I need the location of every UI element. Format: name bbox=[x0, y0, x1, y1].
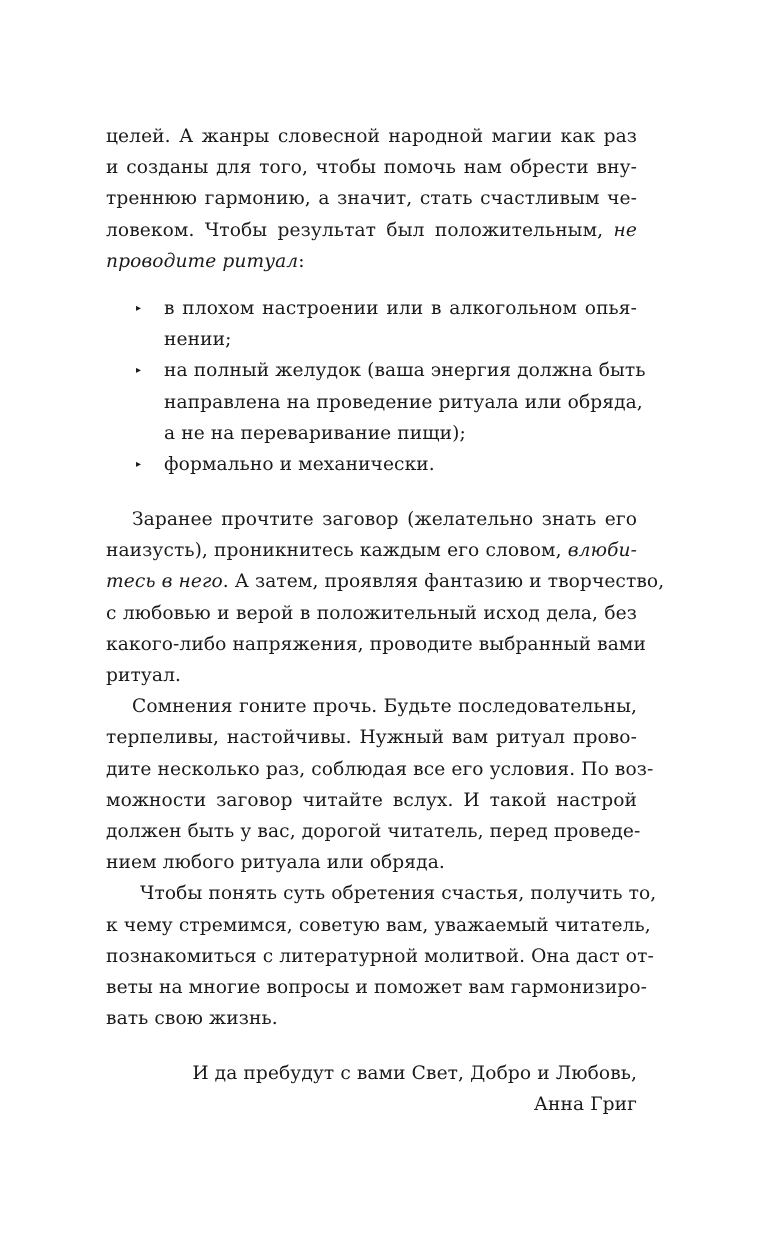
text-line: направлена на проведение ритуала или обряда, bbox=[164, 391, 643, 413]
emphasis-text: не bbox=[613, 219, 637, 241]
text-line bbox=[106, 293, 637, 324]
text-line: целей. А жанры словесной народной магии как раз bbox=[106, 126, 637, 147]
emphasis-text: тесь в него bbox=[106, 571, 223, 593]
text-segment: . А затем, проявляя фантазию и творчество, bbox=[222, 571, 665, 593]
text-line: Сомнения гоните прочь. Будьте последовательны, bbox=[132, 696, 637, 718]
text-line bbox=[106, 535, 637, 566]
text-segment: наизусть), проникнитесь каждым его словом, bbox=[106, 540, 562, 562]
text-segment: на полный желудок (ваша энергия должна быть bbox=[164, 360, 646, 382]
text-line: нении; bbox=[164, 329, 232, 351]
text-line: нием любого ритуала или обряда. bbox=[106, 852, 445, 874]
text-segment: : bbox=[298, 250, 305, 272]
text-line: ритуал. bbox=[106, 665, 182, 686]
closing-signature bbox=[106, 1058, 637, 1120]
emphasis-text: проводите ритуал bbox=[106, 250, 299, 272]
text-line: терпеливы, настойчивы. Нужный вам ритуал прово- bbox=[106, 727, 637, 749]
text-segment: ловеком. Чтобы результат был положительным, bbox=[106, 219, 604, 241]
intro-paragraph bbox=[106, 121, 637, 277]
text-line: познакомиться с литературной молитвой. Она даст от- bbox=[106, 945, 654, 967]
text-line bbox=[106, 215, 637, 246]
text-line: Заранее прочтите заговор (желательно знать его bbox=[132, 509, 637, 531]
paragraph bbox=[106, 878, 657, 1034]
bullet-marker-icon: ▸ bbox=[136, 302, 142, 314]
paragraph bbox=[106, 504, 665, 691]
author-name: Анна Григ bbox=[533, 1094, 637, 1116]
closing-line: И да пребудут с вами Свет, Добро и Любовь, bbox=[192, 1063, 637, 1085]
text-line bbox=[106, 246, 637, 277]
text-line: а не на переваривание пищи); bbox=[164, 422, 466, 444]
bullet-marker-icon: ▸ bbox=[136, 458, 142, 470]
list-item bbox=[106, 355, 646, 449]
bullet-list bbox=[106, 293, 646, 480]
bullet-marker-icon: ▸ bbox=[136, 365, 142, 377]
list-item bbox=[106, 449, 637, 480]
emphasis-text: влюби- bbox=[567, 540, 637, 562]
text-line: к чему стремимся, советую вам, уважаемый читатель, bbox=[106, 914, 651, 936]
text-segment: в плохом настроении или в алкогольном опья- bbox=[164, 297, 637, 319]
text-line: должен быть у вас, дорогой читатель, перед проведе- bbox=[106, 820, 641, 842]
page-body bbox=[106, 121, 665, 1121]
text-line: Чтобы понять суть обретения счастья, получить то, bbox=[140, 883, 657, 905]
text-line: какого-либо напряжения, проводите выбранный вами bbox=[106, 633, 646, 655]
list-item bbox=[106, 293, 637, 355]
text-line: можности заговор читайте вслух. И такой настрой bbox=[106, 789, 637, 811]
paragraph bbox=[106, 691, 654, 878]
text-line bbox=[106, 355, 646, 386]
text-line bbox=[106, 449, 637, 480]
text-line: вать свою жизнь. bbox=[106, 1008, 278, 1030]
text-line: дите несколько раз, соблюдая все его условия. По воз- bbox=[106, 758, 654, 780]
text-segment: формально и механически. bbox=[164, 453, 435, 475]
text-line: веты на многие вопросы и поможет вам гармонизиро- bbox=[106, 976, 647, 998]
text-line: с любовью и верой в положительный исход дела, без bbox=[106, 602, 637, 624]
text-line bbox=[106, 566, 665, 597]
text-line: и созданы для того, чтобы помочь нам обрести вну- bbox=[106, 157, 637, 179]
text-line: треннюю гармонию, а значит, стать счастливым че- bbox=[106, 188, 637, 210]
